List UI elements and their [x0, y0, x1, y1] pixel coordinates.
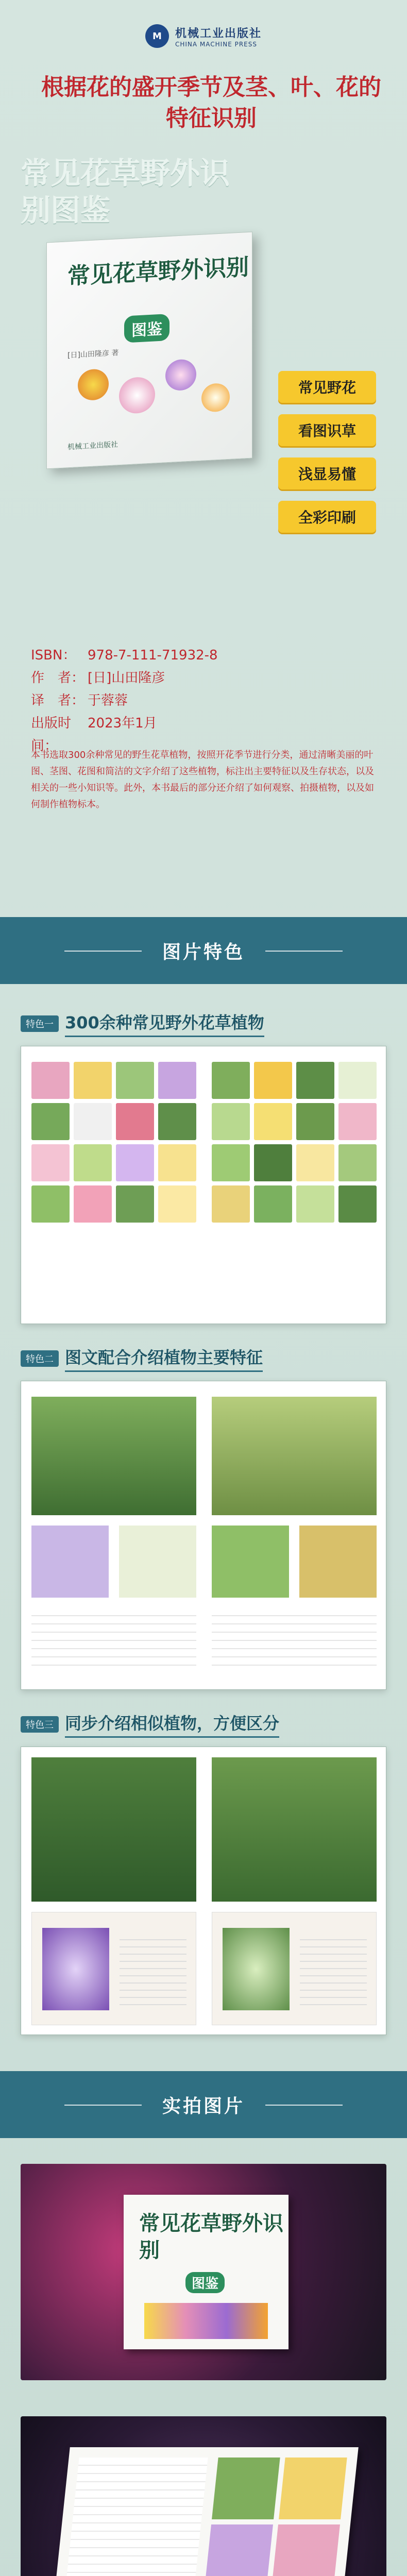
book-cover	[46, 232, 252, 469]
feature-text: 同步介绍相似植物，方便区分	[65, 1710, 279, 1738]
publisher-name-cn: 机械工业出版社	[175, 27, 262, 40]
book-spread	[21, 1046, 386, 1324]
plant-photo	[74, 1185, 112, 1223]
book-spread	[21, 1381, 386, 1690]
cover-title: 常见花草野外识别	[139, 2212, 283, 2262]
flower-image	[201, 383, 230, 413]
plant-photo	[212, 1397, 377, 1515]
publisher-brand	[0, 21, 407, 52]
tag-item: 全彩印刷	[278, 501, 376, 533]
plant-photo	[296, 1185, 334, 1223]
plant-photo	[338, 1062, 377, 1099]
plant-photo	[296, 1062, 334, 1099]
plant-photo	[31, 1062, 70, 1099]
open-book	[54, 2447, 359, 2576]
book-cover	[124, 2195, 289, 2349]
publisher-name-en: CHINA MACHINE PRESS	[175, 40, 257, 48]
book-description: 本书选取300余种常见的野生花草植物，按照开花季节进行分类，通过清晰美丽的叶图、茎图、花图和简洁的文字介绍了这些植物，标注出主要特征以及生存状态，以及相关的一些小知识等。此外，本书最后的部分还介绍了如何观察、拍摄植物，以及如何制作植物标本。	[31, 750, 374, 810]
plant-photo	[296, 1144, 334, 1181]
plant-photo	[204, 2524, 273, 2576]
cover-title: 常见花草野外识别	[67, 253, 249, 290]
plant-photo	[31, 1103, 70, 1140]
plant-photo	[254, 1185, 292, 1223]
plant-photo	[254, 1062, 292, 1099]
section-title-features	[0, 938, 407, 964]
info-row	[31, 667, 381, 689]
flower-image	[78, 368, 109, 401]
plant-photo	[74, 1144, 112, 1181]
plant-photo	[158, 1103, 196, 1140]
plant-photo	[296, 1103, 334, 1140]
plant-photo	[223, 1928, 290, 2010]
photo-grid	[31, 1062, 196, 1223]
plant-photo	[31, 1526, 109, 1598]
plant-photo	[271, 2524, 340, 2576]
plant-photo	[338, 1144, 377, 1181]
info-value: 于蓉蓉	[88, 693, 128, 708]
product-photo	[21, 2164, 386, 2380]
page-right	[212, 1397, 377, 1675]
plant-photo	[42, 1928, 109, 2010]
cover-badge: 图鉴	[124, 314, 169, 343]
cover-badge: 图鉴	[185, 2272, 225, 2293]
book-spread	[21, 1747, 386, 2035]
plant-photo	[31, 1185, 70, 1223]
plant-photo	[119, 1526, 196, 1598]
plant-photo	[212, 1757, 377, 1902]
info-value: 2023年1月	[88, 716, 157, 731]
feature-text: 300余种常见野外花草植物	[65, 1010, 264, 1037]
plant-photo	[31, 1397, 196, 1515]
info-row	[31, 644, 381, 667]
section-title-photos	[0, 2092, 407, 2118]
section-title-text: 实拍图片	[162, 2096, 245, 2117]
feature-number: 特色三	[21, 1716, 59, 1733]
info-key: ISBN：	[31, 648, 76, 663]
plant-photo	[212, 1144, 250, 1181]
plant-photo	[254, 1144, 292, 1181]
plant-photo	[254, 1103, 292, 1140]
text-block	[212, 1608, 377, 1670]
page-left	[31, 1397, 196, 1675]
text-block	[300, 1933, 367, 2005]
plant-photo	[116, 1185, 154, 1223]
plant-photo	[116, 1062, 154, 1099]
flower-image	[165, 359, 196, 391]
plant-photo	[212, 1526, 289, 1598]
feature-tags	[278, 371, 376, 533]
headline: 根据花的盛开季节及茎、叶、花的特征识别	[41, 74, 381, 131]
feature-heading	[21, 1345, 386, 1372]
comparison-panel	[31, 1912, 196, 2025]
plant-photo	[212, 1062, 250, 1099]
plant-photo	[31, 1144, 70, 1181]
plant-photo	[116, 1103, 154, 1140]
plant-photo	[158, 1144, 196, 1181]
info-key: 出版时间：	[31, 716, 72, 754]
product-photo	[21, 2416, 386, 2576]
plant-photo	[212, 2458, 280, 2519]
text-block	[120, 1933, 186, 2005]
plant-photo	[338, 1103, 377, 1140]
flower-image	[119, 376, 155, 414]
tag-item: 常见野花	[278, 371, 376, 403]
flower-image	[144, 2303, 268, 2339]
tag-item: 看图识草	[278, 414, 376, 446]
info-key: 作 者：	[31, 670, 85, 686]
cover-publisher: 机械工业出版社	[67, 440, 118, 452]
plant-photo	[299, 1526, 377, 1598]
plant-photo	[158, 1185, 196, 1223]
plant-photo	[31, 1757, 196, 1902]
big-title: 常见花草野外识别图鉴	[21, 156, 230, 228]
plant-photo	[158, 1062, 196, 1099]
plant-photo	[116, 1144, 154, 1181]
book-info	[31, 644, 381, 757]
feature-number: 特色一	[21, 1015, 59, 1032]
info-value: 978-7-111-71932-8	[88, 648, 218, 663]
plant-photo	[212, 1103, 250, 1140]
feature-number: 特色二	[21, 1350, 59, 1367]
info-value: [日]山田隆彦	[88, 670, 165, 686]
publisher-logo: M	[145, 24, 169, 48]
comparison-panel	[212, 1912, 377, 2025]
photo-grid	[212, 1062, 377, 1223]
plant-photo	[74, 1062, 112, 1099]
cover-author: [日]山田隆彦 著	[67, 349, 119, 360]
feature-heading	[21, 1710, 386, 1738]
text-block	[31, 1608, 196, 1670]
tag-item: 浅显易懂	[278, 457, 376, 489]
feature-text: 图文配合介绍植物主要特征	[65, 1345, 263, 1372]
page-left	[65, 2458, 208, 2576]
plant-photo	[338, 1185, 377, 1223]
info-row	[31, 689, 381, 712]
plant-photo	[212, 1185, 250, 1223]
feature-heading	[21, 1010, 386, 1037]
section-title-text: 图片特色	[162, 942, 245, 963]
plant-photo	[74, 1103, 112, 1140]
plant-photo	[279, 2458, 347, 2519]
info-key: 译 者：	[31, 693, 85, 708]
